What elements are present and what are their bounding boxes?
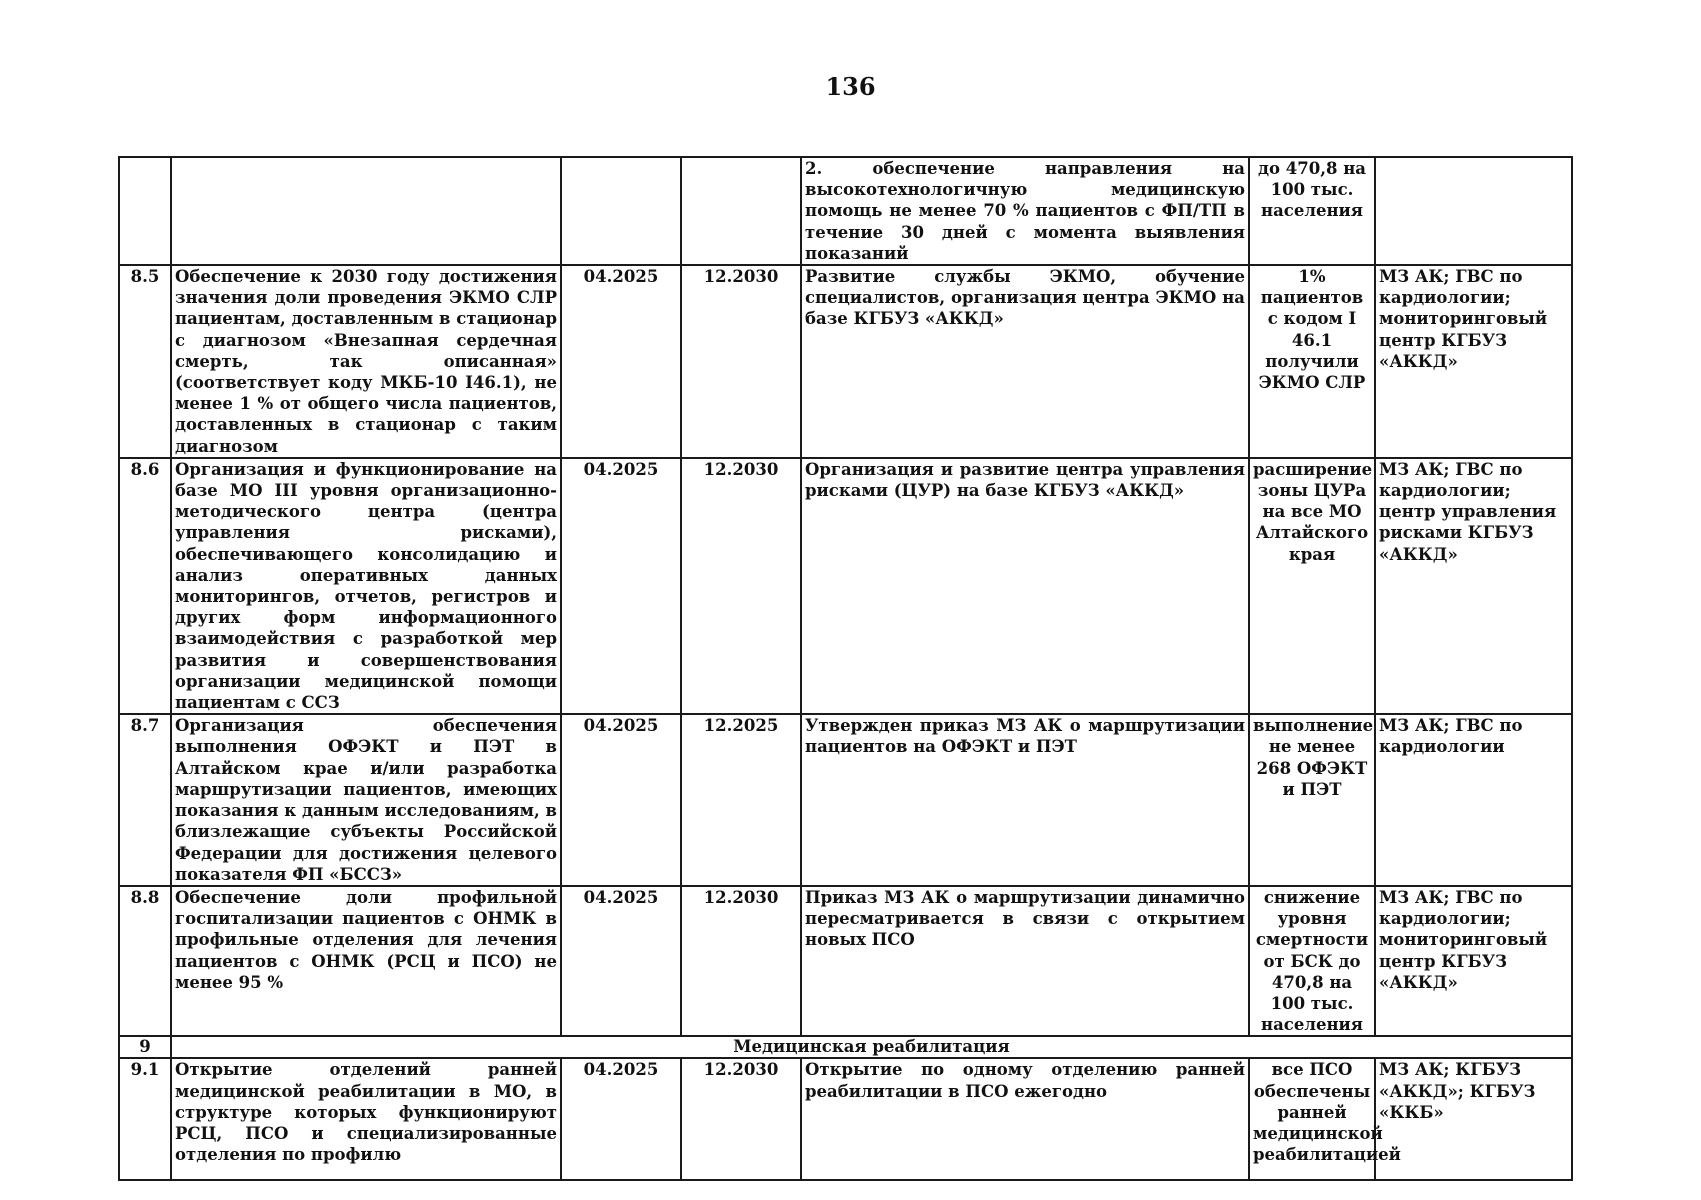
- result-cell: Развитие службы ЭКМО, обучение специалистов, организация центра ЭКМО на базе КГБУЗ «АККД»: [801, 265, 1249, 458]
- responsible-cell: [1375, 157, 1572, 265]
- indicator-cell: снижение уровня смертности от БСК до 470,8 на 100 тыс. населения: [1249, 886, 1375, 1036]
- row-number-cell: 8.8: [119, 886, 171, 1036]
- end-date-cell: 12.2030: [681, 1058, 801, 1180]
- result-cell: 2. обеспечение направления на высокотехнологичную медицинскую помощь не менее 70 % пациентов с ФП/ТП в течение 30 дней с момента выявления показаний: [801, 157, 1249, 265]
- end-date-cell: 12.2030: [681, 458, 801, 714]
- responsible-cell: МЗ АК; ГВС по кардиологии: [1375, 714, 1572, 886]
- row-number-cell: 8.5: [119, 265, 171, 458]
- responsible-cell: МЗ АК; ГВС по кардиологии; мониторинговый центр КГБУЗ «АККД»: [1375, 886, 1572, 1036]
- table-row: [119, 886, 1572, 1036]
- table-row: [119, 157, 1572, 265]
- task-cell: Обеспечение к 2030 году достижения значения доли проведения ЭКМО СЛР пациентам, доставленным в стационар с диагнозом «Внезапная сердечная смерть, так описанная» (соответствует коду МКБ-10 I46.1), не менее 1 % от общего числа пациентов, доставленных в стационар с таким диагнозом: [171, 265, 561, 458]
- page-number: 136: [825, 72, 876, 101]
- indicator-cell: 1% пациентов с кодом I 46.1 получили ЭКМО СЛР: [1249, 265, 1375, 458]
- table-row: [119, 265, 1572, 458]
- result-cell: Приказ МЗ АК о маршрутизации динамично пересматривается в связи с открытием новых ПСО: [801, 886, 1249, 1036]
- row-number-cell: 8.7: [119, 714, 171, 886]
- table-row: [119, 1058, 1572, 1180]
- task-cell: Обеспечение доли профильной госпитализации пациентов с ОНМК в профильные отделения для лечения пациентов с ОНМК (РСЦ и ПСО) не менее 95 %: [171, 886, 561, 1036]
- end-date-cell: 12.2030: [681, 265, 801, 458]
- section-title: Медицинская реабилитация: [171, 1036, 1572, 1058]
- result-cell: Организация и развитие центра управления рисками (ЦУР) на базе КГБУЗ «АККД»: [801, 458, 1249, 714]
- task-cell: Организация обеспечения выполнения ОФЭКТ и ПЭТ в Алтайском крае и/или разработка маршрутизации пациентов, имеющих показания к данным исследованиям, в близлежащие субъекты Российской Федерации для достижения целевого показателя ФП «БССЗ»: [171, 714, 561, 886]
- table-row: [119, 714, 1572, 886]
- task-cell: [171, 157, 561, 265]
- start-date-cell: 04.2025: [561, 265, 681, 458]
- indicator-cell: выполнение не менее 268 ОФЭКТ и ПЭТ: [1249, 714, 1375, 886]
- row-number-cell: 9.1: [119, 1058, 171, 1180]
- result-cell: Открытие по одному отделению ранней реабилитации в ПСО ежегодно: [801, 1058, 1249, 1180]
- start-date-cell: 04.2025: [561, 1058, 681, 1180]
- responsible-cell: МЗ АК; ГВС по кардиологии; мониторинговый центр КГБУЗ «АККД»: [1375, 265, 1572, 458]
- indicator-cell: до 470,8 на 100 тыс. населения: [1249, 157, 1375, 265]
- responsible-cell: МЗ АК; ГВС по кардиологии; центр управления рисками КГБУЗ «АККД»: [1375, 458, 1572, 714]
- row-number-cell: 8.6: [119, 458, 171, 714]
- end-date-cell: [681, 157, 801, 265]
- section-number-cell: 9: [119, 1036, 171, 1058]
- task-cell: Открытие отделений ранней медицинской реабилитации в МО, в структуре которых функционируют РСЦ, ПСО и специализированные отделения по профилю: [171, 1058, 561, 1180]
- indicator-cell: расширение зоны ЦУРа на все МО Алтайского края: [1249, 458, 1375, 714]
- responsible-cell: МЗ АК; КГБУЗ «АККД»; КГБУЗ «ККБ»: [1375, 1058, 1572, 1180]
- task-cell: Организация и функционирование на базе МО III уровня организационно-методического центра (центра управления рисками), обеспечивающего консолидацию и анализ оперативных данных мониторингов, отчетов, регистров и других форм информационного взаимодействия с разработкой мер развития и совершенствования организации медицинской помощи пациентам с ССЗ: [171, 458, 561, 714]
- end-date-cell: 12.2025: [681, 714, 801, 886]
- start-date-cell: 04.2025: [561, 886, 681, 1036]
- start-date-cell: 04.2025: [561, 714, 681, 886]
- row-number-cell: [119, 157, 171, 265]
- indicator-cell: все ПСО обеспечены ранней медицинской реабилитацией: [1249, 1058, 1375, 1180]
- start-date-cell: 04.2025: [561, 458, 681, 714]
- table-row: [119, 458, 1572, 714]
- result-cell: Утвержден приказ МЗ АК о маршрутизации пациентов на ОФЭКТ и ПЭТ: [801, 714, 1249, 886]
- section-header-row: [119, 1036, 1572, 1058]
- start-date-cell: [561, 157, 681, 265]
- end-date-cell: 12.2030: [681, 886, 801, 1036]
- measures-table: [118, 156, 1573, 1181]
